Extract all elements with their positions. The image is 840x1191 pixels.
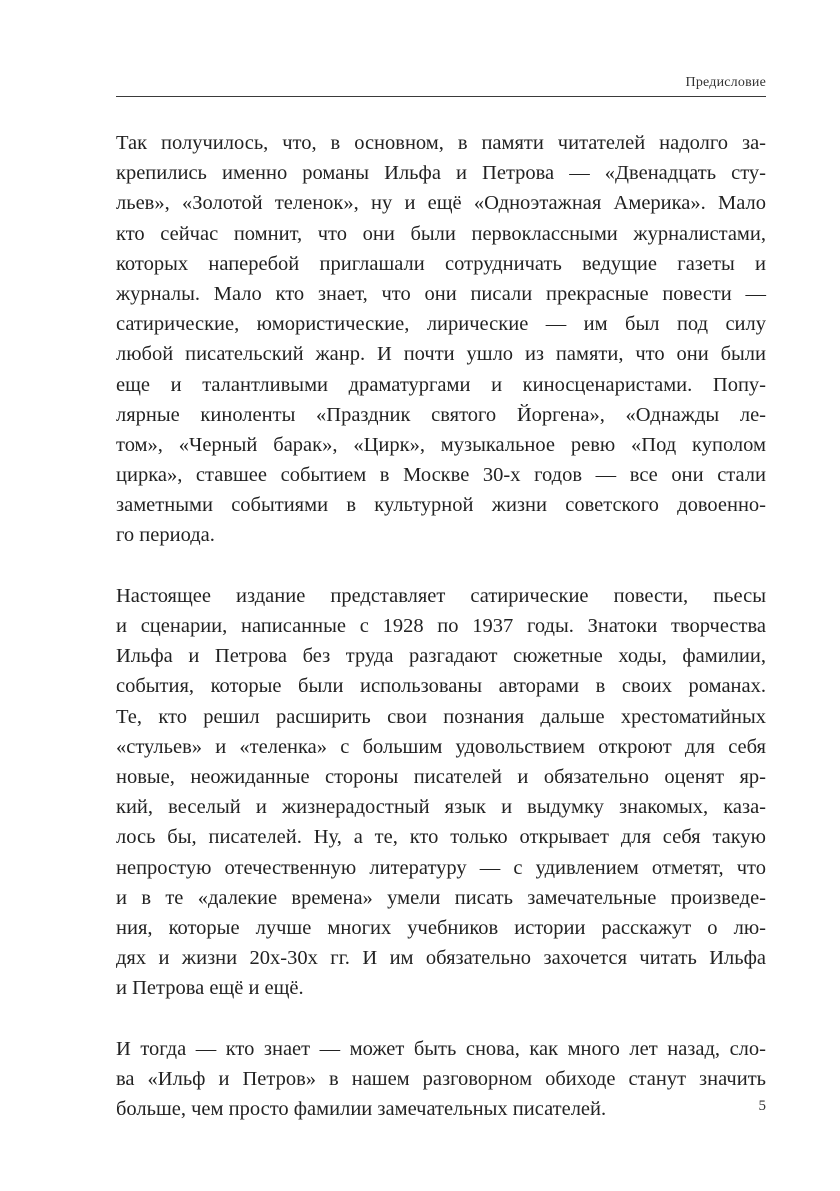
text-line: Ильфа и Петрова без труда разгадают сюжетные ходы, фамилии, (116, 645, 766, 668)
text-line: и Петрова ещё и ещё. (116, 977, 304, 1000)
paragraph-gap (116, 1003, 766, 1033)
text-line: крепились именно романы Ильфа и Петрова — «Двенадцать сту- (116, 162, 766, 185)
paragraph-2 (116, 581, 766, 1004)
text-line: «стульев» и «теленка» с большим удовольствием откроют для себя (116, 735, 766, 758)
paragraph-1 (116, 128, 766, 551)
text-line: заметными событиями в культурной жизни советского довоенно- (116, 494, 766, 517)
body-text (116, 128, 766, 1124)
text-line: сатирические, юмористические, лирические — им был под силу (116, 313, 766, 336)
text-line: ва «Ильф и Петров» в нашем разговорном обиходе станут значить (116, 1067, 766, 1090)
text-line: еще и талантливыми драматургами и киносценаристами. Попу- (116, 373, 766, 396)
text-line: непростую отечественную литературу — с удивлением отметят, что (116, 856, 766, 879)
text-line: И тогда — кто знает — может быть снова, как много лет назад, сло- (116, 1037, 766, 1060)
text-line: ния, которые лучше многих учебников истории расскажут о лю- (116, 916, 766, 939)
page-number: 5 (758, 1098, 766, 1114)
text-line: журналы. Мало кто знает, что они писали прекрасные повести — (116, 282, 766, 305)
running-header (116, 74, 766, 97)
text-line: больше, чем просто фамилии замечательных писателей. (116, 1098, 607, 1120)
text-line: лось бы, писателей. Ну, а те, кто только открывает для себя такую (116, 826, 766, 849)
text-line: лярные киноленты «Праздник святого Йоргена», «Однажды ле- (116, 403, 766, 426)
text-line: Те, кто решил расширить свои познания дальше хрестоматийных (116, 705, 766, 728)
text-line: Настоящее издание представляет сатирические повести, пьесы (116, 584, 766, 607)
text-line: кий, веселый и жизнерадостный язык и выдумку знакомых, каза- (116, 796, 766, 819)
text-line: и в те «далекие времена» умели писать замечательные произведе- (116, 886, 766, 909)
text-line: и сценарии, написанные с 1928 по 1937 годы. Знатоки творчества (116, 615, 766, 637)
text-line: том», «Черный барак», «Цирк», музыкальное ревю «Под куполом (116, 433, 766, 456)
text-line: которых наперебой приглашали сотрудничать ведущие газеты и (116, 252, 766, 275)
text-line: кто сейчас помнит, что они были первоклассными журналистами, (116, 222, 766, 245)
paragraph-gap (116, 551, 766, 581)
running-header-title: Предисловие (685, 75, 766, 90)
paragraph-3 (116, 1034, 766, 1125)
text-line: льев», «Золотой теленок», ну и ещё «Одноэтажная Америка». Мало (116, 192, 766, 215)
text-line: го периода. (116, 524, 215, 547)
text-line: дях и жизни 20х-30х гг. И им обязательно захочется читать Ильфа (116, 947, 766, 970)
text-line: цирка», ставшее событием в Москве 30-х годов — все они стали (116, 464, 766, 487)
text-line: события, которые были использованы авторами в своих романах. (116, 675, 766, 698)
text-line: Так получилось, что, в основном, в памяти читателей надолго за- (116, 132, 766, 154)
text-line: новые, неожиданные стороны писателей и обязательно оценят яр- (116, 765, 766, 788)
text-line: любой писательский жанр. И почти ушло из памяти, что они были (116, 343, 766, 366)
